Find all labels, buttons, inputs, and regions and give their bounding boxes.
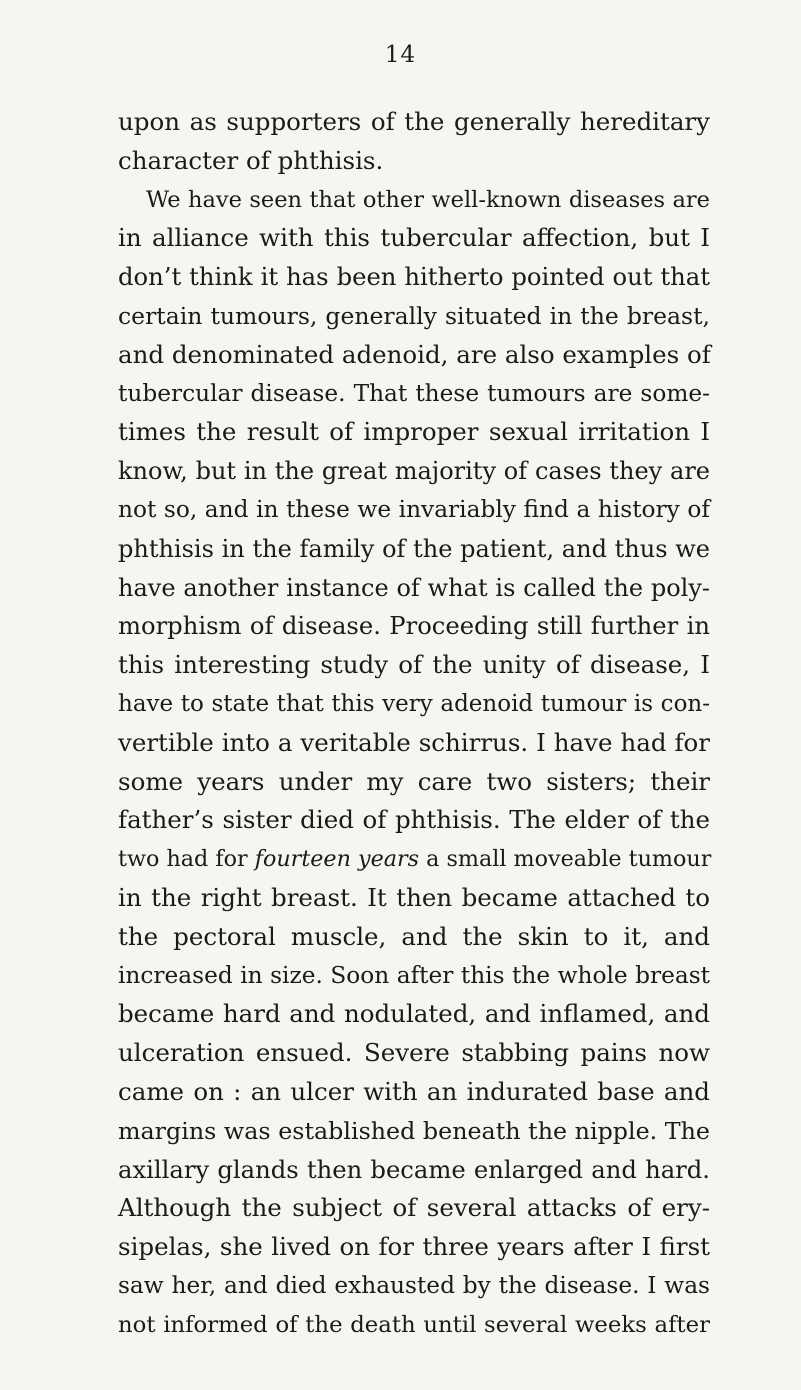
text-line [118,840,710,879]
text-line: vertible into a veritable schirrus. I have had for [118,727,710,757]
text-line: morphism of disease. Proceeding still further in [118,611,710,641]
page-number: 14 [384,42,417,68]
text-line: this interesting study of the unity of disease, I [118,650,710,680]
text-line: and denominated adenoid, are also examples of [118,339,711,369]
text-line: know, but in the great majority of cases they are [118,457,710,486]
text-line: axillary glands then became enlarged and hard. [118,1154,710,1184]
text-line: Although the subject of several attacks of ery- [118,1193,710,1223]
text-line: some years under my care two sisters; their [118,766,710,796]
text-line: have another instance of what is called the poly- [118,573,710,602]
text-line: don’t think it has been hitherto pointed out that [118,262,710,292]
text-line: in alliance with this tubercular affection, but I [118,223,710,253]
text-line: sipelas, she lived on for three years after I first [118,1232,710,1262]
text-line: phthisis in the family of the patient, and thus we [118,534,710,563]
text-segment: a small moveable tumour [419,846,712,873]
text-line: not informed of the death until several weeks after [118,1311,710,1338]
text-line: father’s sister died of phthisis. The elder of the [118,805,710,835]
text-line: in the right breast. It then became attached to [118,882,710,912]
text-line: ulceration ensued. Severe stabbing pains now [118,1038,710,1068]
text-line: times the result of improper sexual irritation I [118,417,710,447]
text-line: increased in size. Soon after this the whole breast [118,961,710,989]
text-line: certain tumours, generally situated in the breast, [118,301,710,330]
emphasized-text: fourteen years [254,846,420,873]
body-text [118,103,710,1345]
text-line: character of phthisis. [118,145,384,175]
text-line: margins was established beneath the nipple. The [118,1116,710,1145]
text-line: upon as supporters of the generally hereditary [118,107,710,136]
text-line: not so, and in these we invariably find a history of [118,495,710,523]
text-line: have to state that this very adenoid tumour is con- [118,690,710,717]
text-line: We have seen that other well-known diseases are [146,186,710,213]
text-line: tubercular disease. That these tumours are some- [118,379,710,407]
text-line: came on : an ulcer with an indurated base and [118,1076,710,1106]
text-line: became hard and nodulated, and inflamed, and [118,999,710,1029]
text-segment: two had for [118,846,255,873]
text-line: the pectoral muscle, and the skin to it, and [118,921,710,951]
text-line: saw her, and died exhausted by the disease. I was [118,1271,710,1299]
